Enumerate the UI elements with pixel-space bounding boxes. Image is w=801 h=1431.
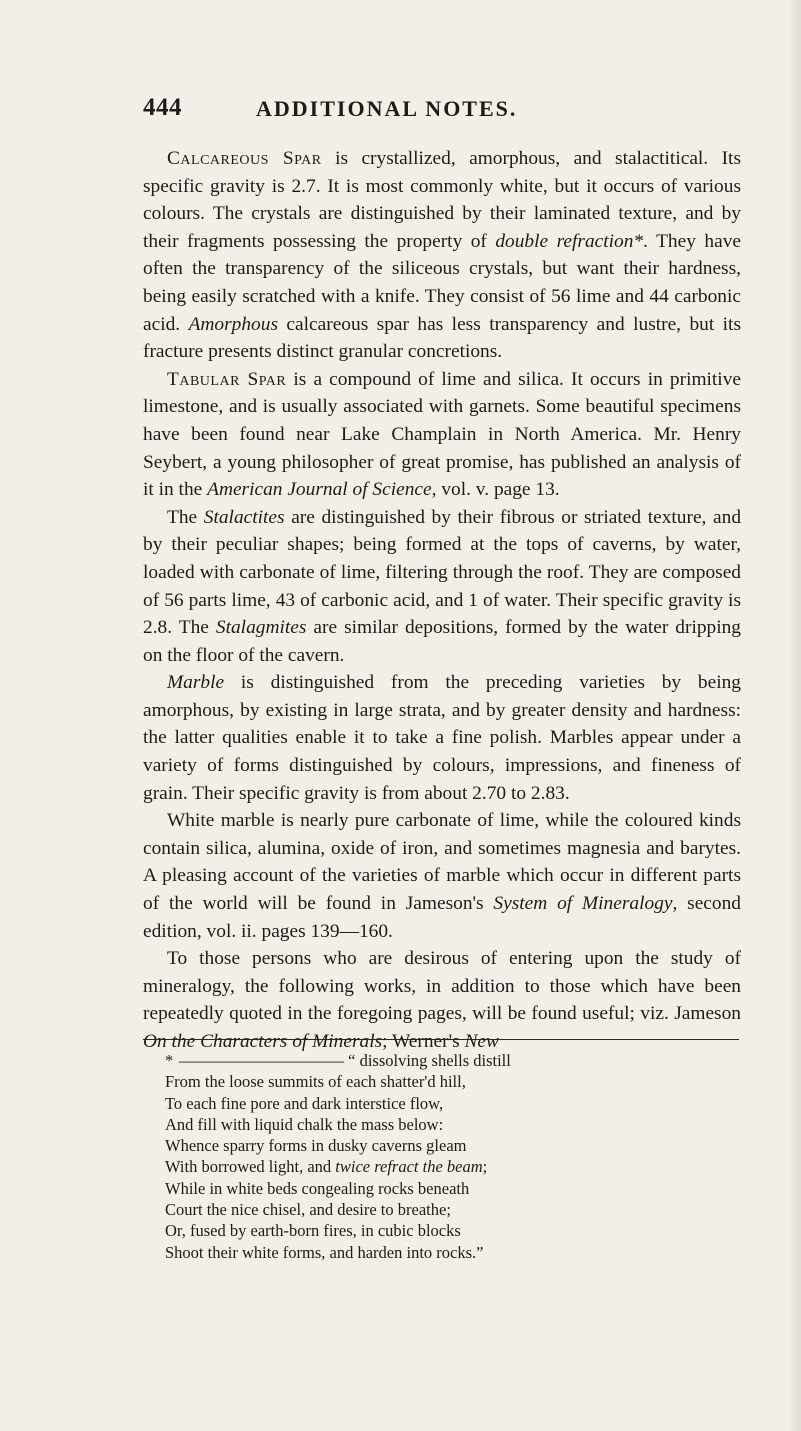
- italic-amorphous: Amorphous: [188, 313, 278, 335]
- footnote-marker: *: [165, 1051, 174, 1070]
- footnote-line: Whence sparry forms in dusky caverns gleam: [165, 1136, 467, 1156]
- italic-system-of-mineralogy: System of Mineralogy: [493, 893, 673, 915]
- footnote-line: * —————————— “ dissolving shells distill: [165, 1051, 511, 1070]
- footnote-line: From the loose summits of each shatter'd hill,: [165, 1072, 466, 1092]
- page-edge-shadow: [787, 0, 801, 1431]
- footnote-line: With borrowed light, and twice refract the beam;: [165, 1157, 488, 1177]
- footnote-line: Court the nice chisel, and desire to breathe;: [165, 1200, 451, 1220]
- page-number: 444: [143, 94, 182, 121]
- footnote-line: Shoot their white forms, and harden into rocks.”: [165, 1242, 484, 1262]
- term-tabular-spar: Tabular Spar: [167, 368, 287, 390]
- italic-characters-of-minerals: On the Characters of Minerals: [143, 1031, 383, 1052]
- italic-marble: Marble: [167, 672, 225, 694]
- running-head: ADDITIONAL NOTES.: [256, 96, 518, 121]
- footnote-line: Or, fused by earth-born fires, in cubic blocks: [165, 1221, 461, 1241]
- italic-stalactites: Stalactites: [203, 506, 285, 528]
- paragraph-calcareous-spar: Calcareous Spar is crystallized, amorphous, and stalactitical. Its specific gravity is 2.7. It is most commonly white, but it occurs of various colours. The crystals are distinguished by their laminated texture, and by their fragments possessing the property of double refraction*. They have often the transparency of the siliceous crystals, but want their hardness, being easily scratched with a knife. They consist of 56 lime and 44 carbonic acid. Amorphous calcareous spar has less transparency and lustre, but its fracture presents distinct granular concretions.: [143, 148, 741, 363]
- italic-journal-title: American Journal of Science: [207, 479, 432, 501]
- footnote-line: To each fine pore and dark interstice flow,: [165, 1093, 444, 1113]
- footnote: [165, 1050, 745, 1263]
- italic-refract-the-beam: twice refract the beam: [335, 1157, 483, 1177]
- footnote-divider: [143, 1039, 739, 1040]
- paragraph-marble: Marble is distinguished from the preceding varieties by being amorphous, by existing in large strata, and by greater density and hardness: the latter qualities enable it to take a fine polish. Marbles appear under a variety of forms distinguished by colours, impressions, and fineness of grain. Their specific gravity is from about 2.70 to 2.83.: [143, 672, 741, 804]
- body-text: [143, 145, 741, 1056]
- italic-new: New: [464, 1031, 499, 1052]
- paragraph-tabular-spar: Tabular Spar is a compound of lime and silica. It occurs in primitive limestone, and is usually associated with garnets. Some beautiful specimens have been found near Lake Champlain in North America. Mr. Henry Seybert, a young philosopher of great promise, has published an analysis of it in the American Journal of Science, vol. v. page 13.: [143, 368, 742, 501]
- footnote-line: While in white beds congealing rocks beneath: [165, 1178, 470, 1198]
- italic-stalagmites: Stalagmites: [215, 617, 307, 639]
- footnote-line: And fill with liquid chalk the mass below:: [165, 1114, 444, 1134]
- paragraph-white-marble: White marble is nearly pure carbonate of lime, while the coloured kinds contain silica, alumina, oxide of iron, and sometimes magnesia and barytes. A pleasing account of the varieties of marble which occur in different parts of the world will be found in Jameson's System of Mineralogy, second edition, vol. ii. pages 139—160.: [143, 810, 741, 942]
- page-header: [143, 94, 743, 128]
- italic-double-refraction: double refraction*: [495, 230, 644, 252]
- footnote-dashes: ——————————: [179, 1051, 344, 1070]
- term-calcareous-spar: Calcareous Spar: [167, 148, 322, 169]
- paragraph-stalactites: The Stalactites are distinguished by their fibrous or striated texture, and by their peculiar shapes; being formed at the tops of caverns, by water, loaded with carbonate of lime, filtering through the roof. They are composed of 56 parts lime, 43 of carbonic acid, and 1 of water. Their specific gravity is 2.8. The Stalagmites are similar depositions, formed by the water dripping on the floor of the cavern.: [143, 506, 742, 666]
- paragraph-study-of-mineralogy: To those persons who are desirous of entering upon the study of mineralogy, the following works, in addition to those which have been repeatedly quoted in the foregoing pages, will be found useful; viz. Jameson On the Characters of Minerals; Werner's New: [143, 948, 741, 1052]
